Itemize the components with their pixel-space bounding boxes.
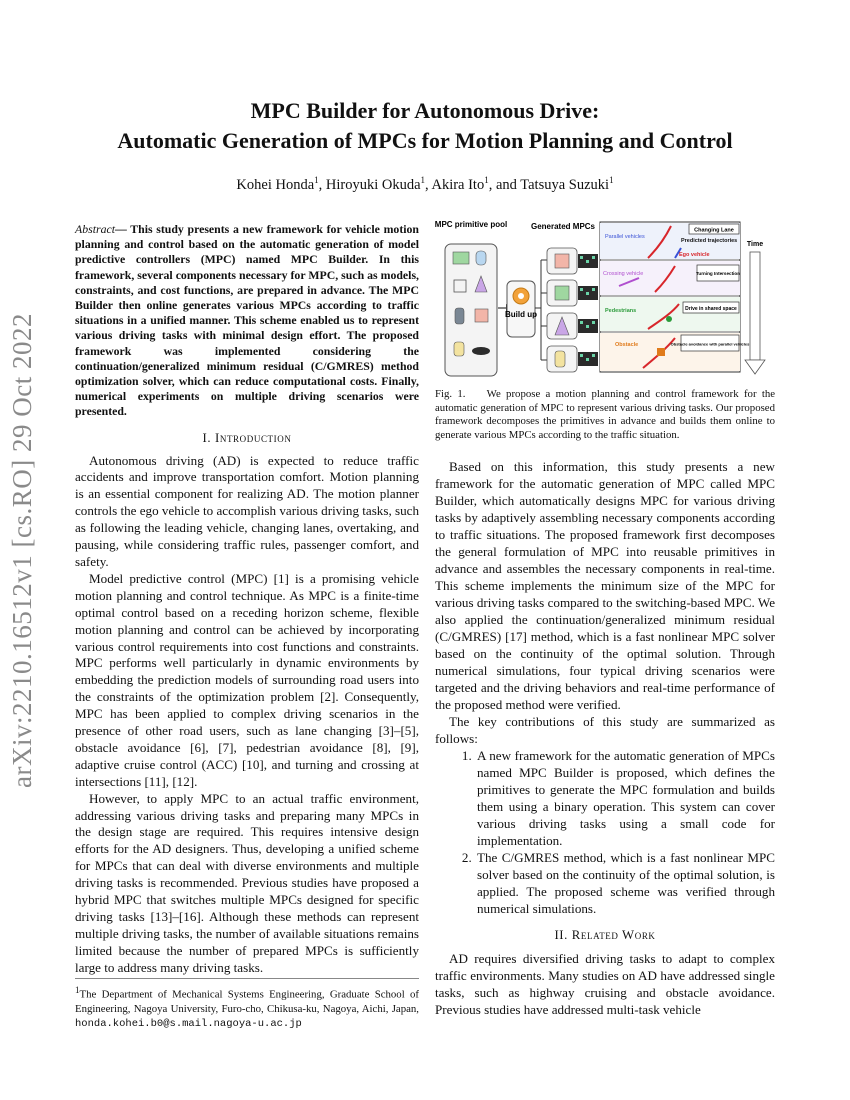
author-name: Kohei Honda xyxy=(236,176,315,193)
primitive-yellow-cylinder-icon xyxy=(454,342,464,356)
primitive-cylinder-icon xyxy=(476,251,486,265)
time-arrow-shaft xyxy=(750,252,760,360)
figure-1 xyxy=(434,218,775,378)
build-label: Build up xyxy=(505,310,537,319)
title-line-1: MPC Builder for Autonomous Drive: xyxy=(250,98,600,123)
right-column xyxy=(435,458,775,1018)
scene-label-changing-lane: Changing Lane xyxy=(694,227,734,234)
author-affiliation-mark: 1 xyxy=(609,175,614,185)
scene-label-turning-intersection: Turning Intersection xyxy=(695,271,741,276)
pool-label: MPC primitive pool xyxy=(434,220,508,229)
author-name: Hiroyuki Okuda xyxy=(325,176,421,193)
author-email: honda.kohei.b0@s.mail.nagoya-u.ac.jp xyxy=(75,1017,302,1030)
tag-ego-vehicle: Ego vehicle xyxy=(679,252,710,258)
scene-label-shared-space: Drive in shared space xyxy=(685,306,737,312)
author-affiliation-mark: 1 xyxy=(420,175,426,185)
section-heading-introduction: I. Introduction xyxy=(202,430,292,445)
caption-text: We propose a motion planning and control framework for the automatic generation of MPC to represent various driving tasks. Our proposed framework decomposes the primitives in advance and builds them online to generate various MPCs according to the traffic situation. xyxy=(435,388,776,441)
author-separator: , xyxy=(318,176,326,193)
tag-crossing-vehicle: Crossing vehicle xyxy=(603,271,644,277)
paper-title xyxy=(60,96,790,156)
section-heading-related-work: II. Related Work xyxy=(554,928,656,942)
primitive-red-cube-icon xyxy=(475,309,488,322)
time-label: Time xyxy=(746,241,764,248)
abstract-dash: — xyxy=(114,222,131,236)
tag-pedestrians: Pedestrians xyxy=(605,308,637,314)
author-separator: , and xyxy=(488,176,521,193)
right-paragraph: The key contributions of this study are summarized as follows: xyxy=(435,714,775,746)
author-list xyxy=(60,175,790,194)
code-block-icons xyxy=(578,254,598,366)
scene-label-obstacle-avoidance: Obstacle avoidance with parallel vehicles xyxy=(670,341,750,347)
figure-caption xyxy=(435,388,775,442)
title-line-2: Automatic Generation of MPCs for Motion Planning and Control xyxy=(117,128,733,153)
author-affiliation-mark: 1 xyxy=(484,175,489,185)
tag-predicted-trajectories: Predicted trajectories xyxy=(681,238,738,244)
author-separator: , xyxy=(425,176,432,193)
abstract-text: This study presents a new framework for vehicle motion planning and control based on the automatic generation of model predictive controllers (MPC) named MPC Builder. In this framework, several components necessary for MPC, such as models, constraints, and cost functions, are prepared in advance. The MPC Builder then online generates various MPCs according to traffic situations in a unified manner. This scheme enabled us to represent various driving tasks with minimal design effort. The proposed framework was implemented considering the continuation/generalized minimum residual (C/GMRES) method optimization solver, which can reduce computational costs. Finally, numerical experiments on multiple driving scenarios were presented. xyxy=(75,222,419,419)
caption-label: Fig. 1. xyxy=(435,388,466,400)
framework-diagram xyxy=(434,218,775,378)
time-arrow-head xyxy=(745,360,765,374)
primitive-pillar-icon xyxy=(455,308,464,324)
tag-parallel-vehicles: Parallel vehicles xyxy=(605,234,645,240)
intro-paragraph: Autonomous driving (AD) is expected to reduce traffic accidents and improve transportation comfort. Motion planning is an essential component for realizing AD. The motion planner controls the ego vehicle to accomplish various driving tasks, such as following the leading vehicle, changing lanes, overtaking, and pausing, while considering traffic rules, passenger comfort, and safety. xyxy=(75,452,419,569)
primitive-cube-icon xyxy=(453,252,469,264)
author-affiliation-mark: 1 xyxy=(314,175,319,185)
contribution-list xyxy=(435,747,775,917)
abstract xyxy=(75,222,419,420)
left-column xyxy=(75,222,419,977)
contribution-item: 2. The C/GMRES method, which is a fast nonlinear MPC solver based on the continuity of the optimal solution, is applied. The proposed scheme was verified through numerical simulations. xyxy=(475,849,775,917)
arxiv-sidebar xyxy=(2,290,42,810)
footnote-text: The Department of Mechanical Systems Engineering, Graduate School of Engineering, Nagoya University, Furo-cho, Chikusa-ku, Nagoya, Aichi, Japan, xyxy=(75,988,419,1015)
tag-obstacle: Obstacle xyxy=(615,342,639,348)
abstract-lead: Abstract xyxy=(75,222,115,236)
contribution-item: 1. A new framework for the automatic generation of MPCs named MPC Builder is proposed, which defines the primitives to generate the MPC formulation and builds them using a binary operation. This system can cover various driving tasks using a small code for implementation. xyxy=(475,747,775,849)
primitive-disk-icon xyxy=(472,347,490,355)
footnote-mark: 1 xyxy=(75,985,80,995)
right-paragraph: Based on this information, this study presents a new framework for the automatic generation of MPC called MPC Builder, which automatically designs MPC for various driving tasks by adaptively assembling necessary components according to traffic situations. The proposed framework first decomposes the general formulation of MPC into reusable primitives in advance and assembles the necessary components in real-time. This scheme implements the minimum size of the MPC for various driving tasks compared to the switching-based MPC. We also applied the continuation/generalized minimum residual (C/GMRES) [17] method, which is a fast nonlinear MPC solver based on the continuity of the optimal solution. Through numerical simulations, four typical driving scenarios were targeted and the driving behaviors and real-time performance of the proposed method were verified. xyxy=(435,459,775,712)
affiliation-footnote xyxy=(75,978,419,1031)
author-name: Akira Ito xyxy=(431,176,485,193)
author-name: Tatsuya Suzuki xyxy=(520,176,610,193)
intro-paragraph: However, to apply MPC to an actual traffic environment, addressing various driving tasks and preparing many MPCs in the design stage are required. This requires intensive design efforts for the AD designers. Thus, developing a unified scheme for MPCs that can deal with diverse environments and multiple driving tasks is recommended. Previous studies have proposed a hybrid MPC that switches multiple MPCs designed for specific driving tasks [13]–[16]. Although these methods can represent multiple driving tasks, the number of available situations remains limited because the number of prepared MPCs is sufficiently large to address many driving tasks. xyxy=(75,790,419,975)
related-paragraph: AD requires diversified driving tasks to adapt to complex traffic environments. Many studies on AD have addressed single tasks, such as highway cruising and obstacle avoidance. Previous studies have addressed multi-task vehicle xyxy=(435,951,775,1017)
generated-label: Generated MPCs xyxy=(530,222,596,231)
intro-paragraph: Model predictive control (MPC) [1] is a promising vehicle motion planning and control technique. As MPC is a finite-time optimal control based on a receding horizon scheme, flexible motion planning and control can be achieved by incorporating various control requirements into cost functions and constraints. MPC performs well particularly in dynamic environments by embedding the prediction models of surrounding road users into the constraints of the optimization problem [2]. Consequently, MPC has been applied to complex driving scenarios in the presence of other road users, such as lane changing [3]–[5], obstacle avoidance [6], [7], pedestrian avoidance [8], [9], adaptive cruise control (ACC) [10], and turning and crossing at intersections [11], [12]. xyxy=(75,570,419,789)
arxiv-id: arXiv:2210.16512v1 [cs.RO] 29 Oct 2022 xyxy=(6,312,37,788)
